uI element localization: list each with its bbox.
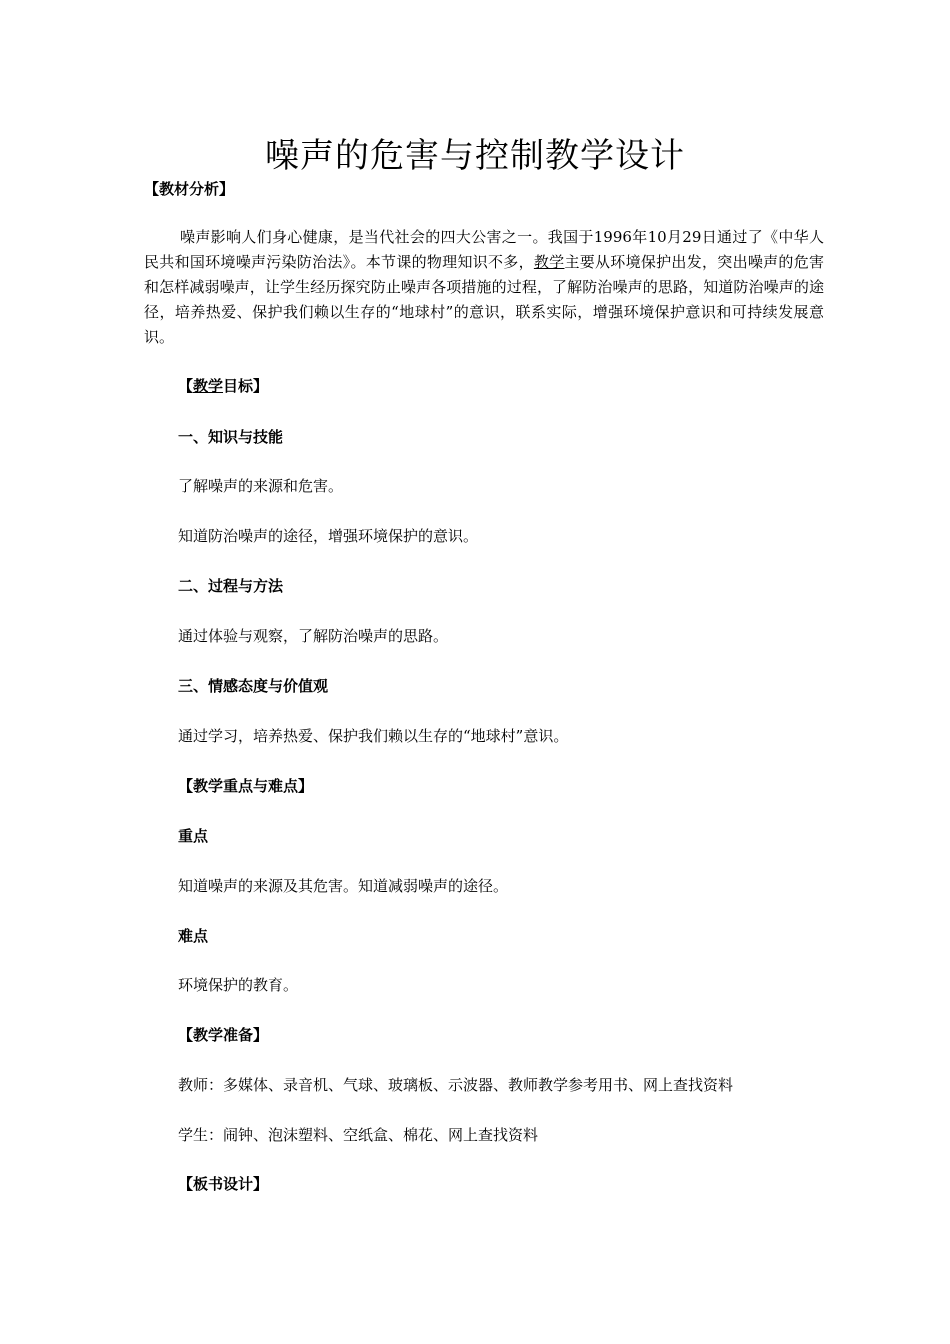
goals-teaching-link[interactable]: 教学 [193, 377, 224, 395]
knowledge-item-1: 了解噪声的来源和危害。 [178, 477, 344, 495]
board-heading: 【板书设计】 [178, 1175, 269, 1193]
knowledge-item-2: 知道防治噪声的途径，增强环境保护的意识。 [178, 527, 479, 545]
goals-heading-close: 目标】 [223, 377, 269, 395]
difficulty-text: 环境保护的教育。 [178, 976, 299, 994]
preparation-heading: 【教学准备】 [178, 1026, 269, 1044]
section-process-title: 二、过程与方法 [178, 577, 284, 595]
section-attitude-title: 三、情感态度与价值观 [178, 677, 329, 695]
section-knowledge-title: 一、知识与技能 [178, 428, 284, 446]
keypoints-heading: 【教学重点与难点】 [178, 777, 314, 795]
goals-heading-open: 【 [178, 377, 194, 395]
analysis-text-part1: 噪声影响人们身心健康，是当代社会的四大公害之一。我国于1996年10月29日通过了《中华人民共和国环境噪声污染防治法》。本节课的物理知识不多， [144, 228, 824, 271]
student-materials: 学生：闹钟、泡沫塑料、空纸盒、棉花、网上查找资料 [178, 1126, 539, 1144]
document-title: 噪声的危害与控制教学设计 [265, 136, 685, 176]
focus-title: 重点 [178, 827, 209, 845]
attitude-item-1: 通过学习，培养热爱、保护我们赖以生存的“地球村”意识。 [178, 727, 569, 745]
analysis-text-part2: 主要从环境保护出发，突出噪声的危害和怎样减弱噪声，让学生经历探究防止噪声各项措施的过程，了解防治噪声的思路，知道防治噪声的途径，培养热爱、保护我们赖以生存的“地球村”的意识，联系实际，增强环境保护意识和可持续发展意识。 [144, 253, 824, 346]
analysis-paragraph [144, 225, 824, 350]
process-item-1: 通过体验与观察，了解防治噪声的思路。 [178, 627, 449, 645]
goals-heading [178, 375, 268, 396]
focus-text: 知道噪声的来源及其危害。知道减弱噪声的途径。 [178, 877, 509, 895]
analysis-heading: 【教材分析】 [144, 180, 235, 198]
difficulty-title: 难点 [178, 927, 209, 945]
teacher-materials: 教师：多媒体、录音机、气球、玻璃板、示波器、教师教学参考用书、网上查找资料 [178, 1076, 734, 1094]
teaching-link[interactable]: 教学 [533, 253, 565, 271]
